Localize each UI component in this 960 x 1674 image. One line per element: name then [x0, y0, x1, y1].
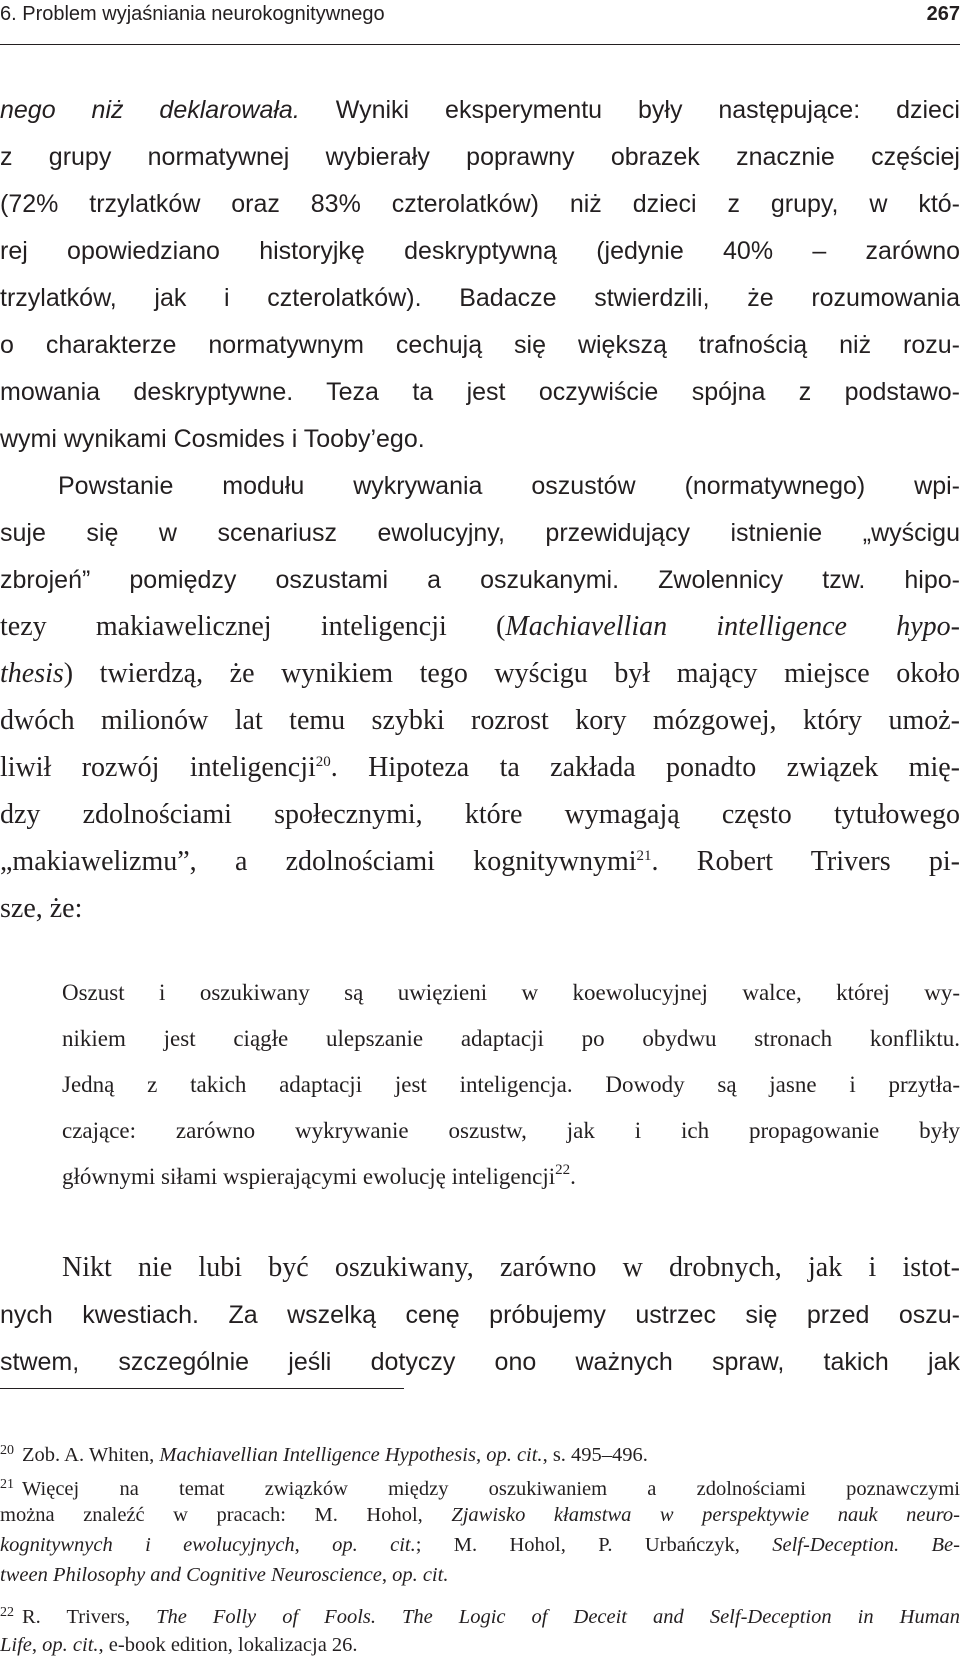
footnote-italic-text: Zjawisko kłamstwa w perspektywie nauk neuro-: [451, 1504, 960, 1526]
footnote-italic-text: op. cit.: [392, 1564, 449, 1586]
footnote-ref-20[interactable]: 20: [315, 754, 331, 770]
footnote-italic-text: op. cit.: [42, 1634, 99, 1656]
footnote-text: ,: [31, 1634, 43, 1656]
body-line: Nikt nie lubi być oszukiwany, zarówno w drobnych, jak i istot-: [62, 1252, 960, 1283]
quote-text: .: [570, 1164, 576, 1189]
body-line: wymi wynikami Cosmides i Tooby’ego.: [0, 425, 425, 453]
body-line: nych kwestiach. Za wszelką cenę próbujemy ustrzec się przed oszu-: [0, 1301, 960, 1329]
footnote-text: R. Trivers,: [22, 1606, 157, 1628]
footnote-number: 22: [0, 1605, 14, 1620]
footnote-text: można znaleźć w pracach: M. Hohol,: [0, 1504, 452, 1526]
footnote-text: ,: [475, 1444, 487, 1466]
quote-line: [62, 1161, 960, 1193]
footnote-line: [0, 1632, 960, 1658]
quote-text: głównymi siłami wspierającymi ewolucję inteligencji: [62, 1164, 556, 1189]
body-italic-text: Machiavellian intelligence hypo-: [505, 611, 960, 642]
body-line: (72% trzylatków oraz 83% czterolatków) niż dzieci z grupy, w któ-: [0, 190, 960, 218]
footnote-text: , s. 495–496.: [542, 1444, 648, 1466]
footnote-ref-21[interactable]: 21: [636, 848, 652, 864]
body-line: z grupy normatywnej wybierały poprawny obrazek znacznie częściej: [0, 143, 960, 171]
body-line: rej opowiedziano historyjkę deskryptywną (jedynie 40% – zarówno: [0, 237, 960, 265]
body-line: [0, 92, 960, 128]
footnote-line: [0, 1502, 960, 1528]
body-line: [0, 844, 960, 880]
footnote-line: [0, 1562, 960, 1588]
body-line: sze, że:: [0, 893, 83, 924]
body-text: liwił rozwój inteligencji: [0, 752, 316, 783]
footnote-italic-text: kognitywnych i ewolucyjnych: [0, 1534, 295, 1556]
footnote-22: [0, 1600, 960, 1630]
footnote-text: , e-book edition, lokalizacja 26.: [98, 1634, 358, 1656]
body-line: zbrojeń” pomiędzy oszustami a oszukanymi. Zwolennicy tzw. hipo-: [0, 566, 960, 594]
footnote-number: 20: [0, 1443, 14, 1458]
body-text: . Robert Trivers pi-: [651, 846, 960, 877]
body-line: trzylatków, jak i czterolatków). Badacze stwierdzili, że rozumowania: [0, 284, 960, 312]
footnote-line: [0, 1532, 960, 1558]
body-line: dzy zdolnościami społecznymi, które wymagają często tytułowego: [0, 799, 960, 830]
body-italic-text: thesis: [0, 658, 64, 689]
footnote-italic-text: Machiavellian Intelligence Hypothesis: [159, 1444, 476, 1466]
body-line: dwóch milionów lat temu szybki rozrost kory mózgowej, który umoż-: [0, 705, 960, 736]
footnote-italic-text: op. cit.: [332, 1534, 416, 1556]
body-line: o charakterze normatywnym cechują się większą trafnością niż rozu-: [0, 331, 960, 359]
footnote-italic-text: The Folly of Fools. The Logic of Deceit and Self-Deception in Human: [156, 1606, 960, 1628]
quote-line: Oszust i oszukiwany są uwięzieni w koewolucyjnej walce, której wy-: [62, 980, 960, 1005]
body-line: [0, 750, 960, 786]
body-line: [0, 609, 960, 645]
body-italic-text: nego niż deklarowała.: [0, 96, 300, 124]
footnote-text: ; M. Hohol, P. Urbańczyk,: [415, 1534, 773, 1556]
footnote-20: [0, 1438, 960, 1468]
quote-line: czające: zarówno wykrywanie oszustw, jak i ich propagowanie były: [62, 1118, 960, 1143]
quote-line: nikiem jest ciągłe ulepszanie adaptacji po obydwu stronach konfliktu.: [62, 1026, 960, 1051]
body-line: suje się w scenariusz ewolucyjny, przewidujący istnienie „wyścigu: [0, 519, 960, 547]
footnote-ref-22[interactable]: 22: [555, 1162, 571, 1178]
body-line: mowania deskryptywne. Teza ta jest oczywiście spójna z podstawo-: [0, 378, 960, 406]
footnote-rule: [0, 1388, 404, 1389]
body-text: Wyniki eksperymentu były następujące: dzieci: [299, 96, 960, 124]
body-text: . Hipoteza ta zakłada ponadto związek mię-: [330, 752, 960, 783]
footnote-italic-text: op. cit.: [486, 1444, 543, 1466]
footnote-text: Zob. A. Whiten,: [22, 1444, 160, 1466]
page-number: 267: [926, 3, 960, 25]
body-text: tezy makiawelicznej inteligencji (: [0, 611, 506, 642]
footnote-21: [0, 1472, 960, 1502]
footnote-italic-text: tween Philosophy and Cognitive Neuroscience: [0, 1564, 382, 1586]
footnote-number: 21: [0, 1477, 14, 1492]
footnote-text: ,: [294, 1534, 333, 1556]
body-line: [0, 656, 960, 692]
chapter-title: 6. Problem wyjaśniania neurokognitywnego: [0, 3, 385, 25]
body-line: Powstanie modułu wykrywania oszustów (normatywnego) wpi-: [58, 472, 960, 500]
footnote-text: ,: [381, 1564, 393, 1586]
footnote-italic-text: Life: [0, 1634, 32, 1656]
quote-line: Jedną z takich adaptacji jest inteligencja. Dowody są jasne i przytła-: [62, 1072, 960, 1097]
running-header: [0, 0, 960, 45]
body-line: stwem, szczególnie jeśli dotyczy ono ważnych spraw, takich jak: [0, 1348, 960, 1376]
footnote-text: Więcej na temat związków między oszukiwaniem a zdolnościami poznawczymi: [22, 1478, 960, 1500]
footnote-italic-text: Self-Deception. Be-: [772, 1534, 960, 1556]
body-text: ) twierdzą, że wynikiem tego wyścigu był mający miejsce około: [63, 658, 960, 689]
body-text: „makiawelizmu”, a zdolnościami kognitywnymi: [0, 846, 637, 877]
